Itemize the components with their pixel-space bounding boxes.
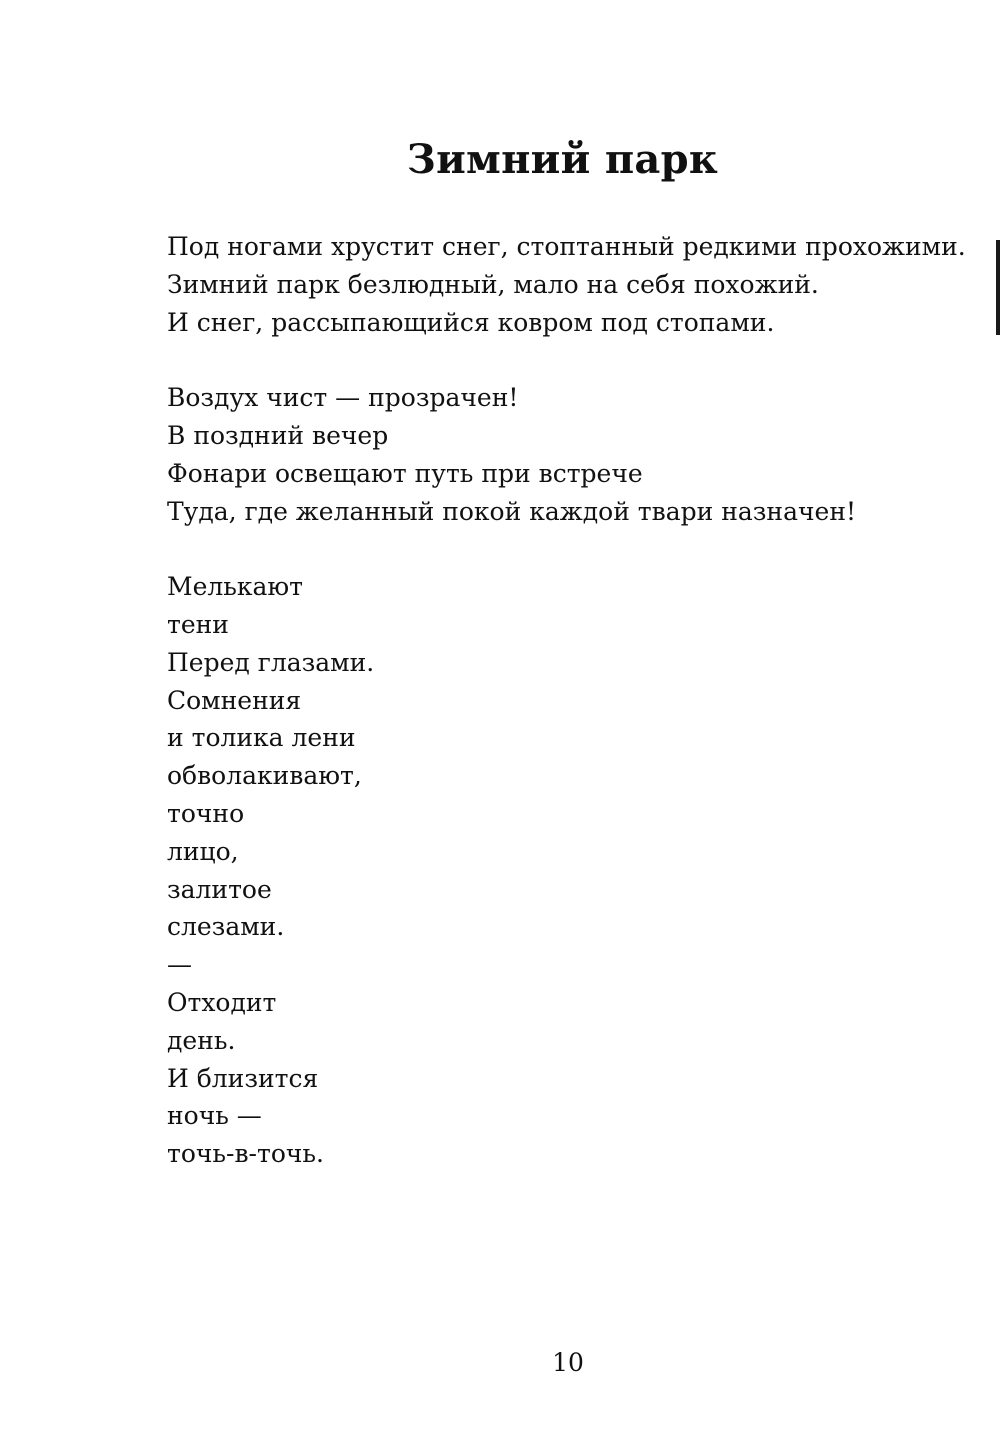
poem-line: и толика лени: [167, 723, 356, 753]
poem-line: Воздух чист — прозрачен!: [167, 383, 519, 413]
poem-title: Зимний парк: [406, 136, 719, 183]
poem-line: В поздний вечер: [167, 420, 389, 450]
poem-line: Сомнения: [167, 685, 302, 715]
poem-line: Мелькают: [167, 572, 304, 602]
stanza-2: [167, 379, 987, 530]
poem-line: день.: [167, 1025, 236, 1055]
poem-line: И снег, рассыпающийся ковром под стопами.: [167, 307, 775, 337]
stanza-3: [167, 568, 987, 1173]
poem-body: [167, 228, 987, 1173]
poem-line: Зимний парк безлюдный, мало на себя похожий.: [167, 269, 819, 299]
stanza-1: [167, 228, 987, 341]
poem-line: Перед глазами.: [167, 647, 375, 677]
poem-line: лицо,: [167, 836, 239, 866]
poem-line: залитое: [167, 874, 272, 904]
poem-line: И близится: [167, 1063, 319, 1093]
page-number: 10: [552, 1348, 584, 1377]
poem-line: Туда, где желанный покой каждой твари назначен!: [167, 496, 857, 526]
poem-line: Фонари освещают путь при встрече: [167, 458, 643, 488]
poem-line: точь-в-точь.: [167, 1139, 324, 1169]
page-edge-shadow: [996, 240, 1000, 335]
poem-line: Под ногами хрустит снег, стоптанный редкими прохожими.: [167, 232, 966, 261]
poem-line: точно: [167, 798, 245, 828]
poem-line: —: [167, 950, 192, 980]
stanza-gap: [167, 341, 987, 379]
poem-line: слезами.: [167, 912, 285, 942]
poem-line: обволакивают,: [167, 761, 362, 791]
stanza-gap: [167, 530, 987, 568]
poem-line: ночь —: [167, 1101, 262, 1131]
poem-line: тени: [167, 609, 229, 639]
poem-line: Отходит: [167, 987, 277, 1017]
